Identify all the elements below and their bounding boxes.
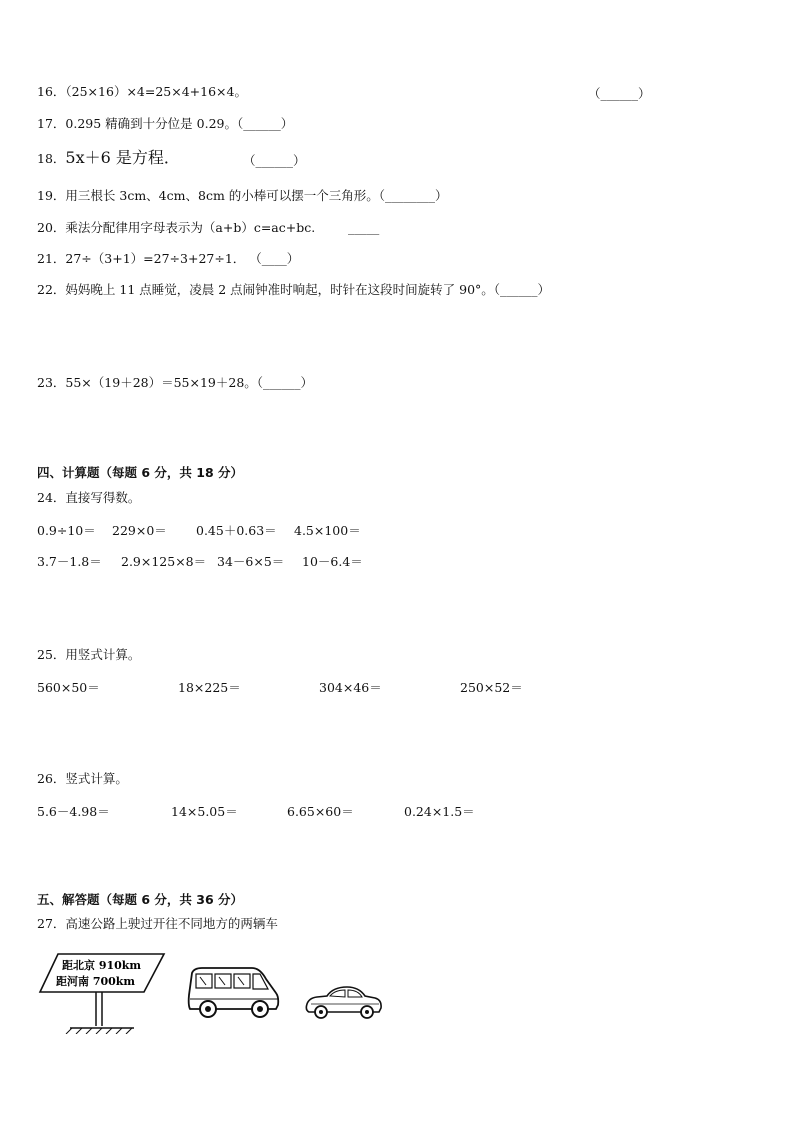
calc-item: 6.65×60＝ [287, 804, 354, 819]
car-illustration [303, 982, 385, 1024]
van-illustration [186, 965, 282, 1020]
section-heading-5: 五、解答题（每题 6 分，共 36 分） [37, 892, 244, 907]
calc-item: 18×225＝ [178, 680, 241, 695]
question-text: （25×16）×4=25×4+16×4。 [65, 84, 247, 99]
question-text: 27÷（3+1）=27÷3+27÷1． （____） [65, 251, 300, 266]
calc-item: 2.9×125×8＝ [121, 554, 207, 569]
question-number: 23． [37, 375, 66, 390]
question-18 [37, 150, 180, 167]
calc-item: 0.9÷10＝ [37, 523, 96, 538]
question-27-title: 27．高速公路上驶过开往不同地方的两辆车 [37, 916, 278, 931]
calc-item: 5.6－4.98＝ [37, 804, 110, 819]
question-23 [37, 375, 313, 391]
question-26-title: 26．竖式计算。 [37, 771, 128, 786]
question-text: 妈妈晚上 11 点睡觉，凌晨 2 点闹钟准时响起，时针在这段时间旋转了 90°。（______） [65, 282, 551, 297]
calc-item: 250×52＝ [460, 680, 523, 695]
calc-item: 0.45＋0.63＝ [196, 523, 277, 538]
calc-item: 229×0＝ [112, 523, 167, 538]
calc-item: 560×50＝ [37, 680, 100, 695]
question-text: 用三根长 3cm、4cm、8cm 的小棒可以摆一个三角形。（________） [65, 188, 448, 203]
answer-blank-16[interactable]: （______） [588, 86, 651, 101]
answer-blank-20[interactable]: _____ [348, 220, 380, 235]
calc-item: 304×46＝ [319, 680, 382, 695]
road-sign-illustration [38, 948, 168, 1034]
question-22 [37, 282, 550, 298]
sign-line-1: 距北京 910km [62, 959, 142, 972]
question-20 [37, 220, 315, 236]
question-text: 5x＋6 是方程． [65, 148, 180, 167]
question-number: 20． [37, 220, 66, 235]
question-number: 18． [37, 151, 66, 166]
question-25-title: 25．用竖式计算。 [37, 647, 141, 662]
question-16 [37, 84, 247, 100]
question-19 [37, 188, 448, 204]
question-17 [37, 116, 293, 132]
question-24-title: 24．直接写得数。 [37, 490, 141, 505]
question-text: 55×（19＋28）＝55×19＋28。（______） [65, 375, 314, 390]
question-number: 21． [37, 251, 66, 266]
calc-item: 4.5×100＝ [294, 523, 361, 538]
question-text: 0.295 精确到十分位是 0.29。（______） [65, 116, 294, 131]
calc-item: 10－6.4＝ [302, 554, 363, 569]
question-21 [37, 251, 299, 267]
calc-item: 0.24×1.5＝ [404, 804, 475, 819]
question-number: 22． [37, 282, 66, 297]
section-heading-4: 四、计算题（每题 6 分，共 18 分） [37, 465, 244, 480]
sign-line-2: 距河南 700km [56, 975, 136, 988]
calc-item: 3.7－1.8＝ [37, 554, 102, 569]
question-number: 16． [37, 84, 66, 99]
calc-item: 14×5.05＝ [171, 804, 238, 819]
question-number: 19． [37, 188, 66, 203]
question-text: 乘法分配律用字母表示为（a+b）c=ac+bc. [65, 220, 316, 235]
answer-blank-18[interactable]: （______） [243, 153, 306, 168]
calc-item: 34－6×5＝ [217, 554, 285, 569]
question-number: 17． [37, 116, 66, 131]
